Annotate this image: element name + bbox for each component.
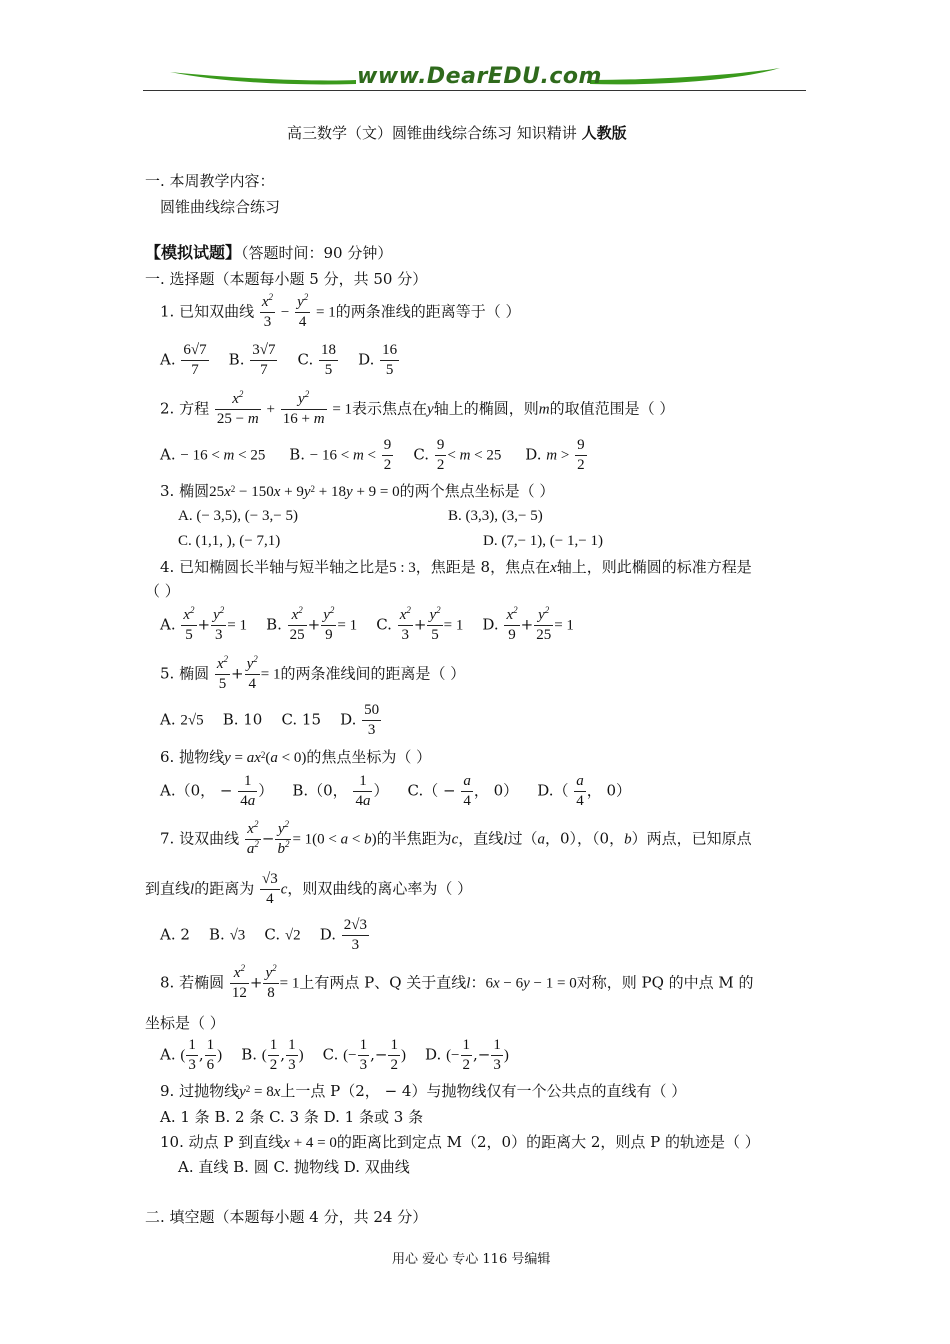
part1-heading: 一. 选择题（本题每小题 5 分，共 50 分） [145,270,428,288]
question-1-options: A. $\frac{6√7}{7}$ B. $\frac{3√7}{7}$ C. $\frac{18}{5}$ D. $\frac{16}{5}$ [160,342,398,378]
question-4: 4. 已知椭圆长半轴与短半轴之比是5 : 3，焦距是 8，焦点在x轴上，则此椭圆的标准方程是 [160,558,752,576]
question-6: 6. 抛物线$y = ax^2(a < 0)$的焦点坐标为（ ） [160,748,432,766]
question-9: 9. 过抛物线$y^2 = 8x$上一点 P（2， − 4）与抛物线仅有一个公共点的直线有（ ） [160,1082,687,1100]
question-1: 1. 已知双曲线 $\frac{x^2}{3}$ − $\frac{y^2}{4}$ = 1的两条准线的距离等于（ ） [160,292,521,330]
question-6-options: A.（0， − $\frac{1}{4a}$ ） B.（0， $\frac{1}{4a}$ ） C.（ − $\frac{a}{4}$ ， 0） D.（ $\frac{a}{4}$ ， 0） [160,773,632,809]
question-4-options: A. $\frac{x^2}{5}$ + $\frac{y^2}{3}$ = 1 B. $\frac{x^2}{25}$ + $\frac{y^2}{9}$ = 1 C. $\frac{x^2}{3}$ + $\frac{y^2}{5}$ = 1 D. $\frac{x^2}{9}$ + $\frac{y^2}{25}$ = 1 [160,605,574,643]
question-3-option-c: C. (1,1, ), (− 7,1) [178,533,281,549]
question-3-option-b: B. (3,3), (3,− 5) [448,508,543,524]
question-3-option-a: A. (− 3,5), (− 3,− 5) [178,508,298,524]
page-footer: 用心 爱心 专心 116 号编辑 [392,1252,551,1267]
header-divider [143,90,806,91]
question-8-options: A. ( $\frac{1}{3}$ , $\frac{1}{6}$ ) B. ( $\frac{1}{2}$ , $\frac{1}{3}$ ) C. (− $\frac{1}{3}$ ,− $\frac{1}{2}$ ) D. (− $\frac{1}{2}$ ,− $\frac{1}{3}$ ) [160,1037,509,1073]
section1-heading: 一. 本周教学内容： [145,172,275,190]
question-7-line2: 到直线l的距离为 $\frac{√3}{4}$ c，则双曲线的离心率为（ ） [145,871,473,907]
question-2-options: A. − 16 < m < 25 B. − 16 < m < $\frac{9}{2}$ C. $\frac{9}{2}$ < m < 25 D. m > $\frac{9}{2}$ [160,437,585,473]
question-10: 10. 动点 P 到直线x + 4 = 0的距离比到定点 M（2，0）的距离大 2，则点 P 的轨迹是（ ） [160,1133,760,1151]
exam-heading: 【模拟试题】（答题时间：90 分钟） [145,243,393,262]
question-3: 3. 椭圆$25x^2 - 150x + 9y^2 + 18y + 9 = 0$的两个焦点坐标是（ ） [160,482,555,500]
question-9-options: A. 1 条 B. 2 条 C. 3 条 D. 1 条或 3 条 [160,1108,424,1126]
question-5: 5. 椭圆 $\frac{x^2}{5}$ + $\frac{y^2}{4}$ = 1的两条准线间的距离是（ ） [160,654,466,692]
header-logo-text: www.DearEDU.com [357,64,602,89]
question-2: 2. 方程 $\frac{x^2}{25 - m}$ + $\frac{y^2}{16 + m}$ = 1表示焦点在y轴上的椭圆，则m的取值范围是（ ） [160,389,675,427]
page-title: 高三数学（文）圆锥曲线综合练习 知识精讲 人教版 [287,124,627,142]
question-7-options: A. 2 B. √3 C. √2 D. $\frac{2√3}{3}$ [160,917,367,953]
question-10-options: A. 直线 B. 圆 C. 抛物线 D. 双曲线 [178,1158,410,1176]
question-4-paren: （ ） [145,582,180,600]
question-8-line2: 坐标是（ ） [145,1014,225,1032]
question-8: 8. 若椭圆 $\frac{x^2}{12}$ + $\frac{y^2}{8}$ = 1上有两点 P、Q 关于直线l：6x − 6y − 1 = 0对称，则 PQ 的中点 M 的 [160,963,754,1001]
part2-heading: 二. 填空题（本题每小题 4 分，共 24 分） [145,1208,428,1226]
question-3-option-d: D. (7,− 1), (− 1,− 1) [483,533,603,549]
section1-content: 圆锥曲线综合练习 [160,198,281,216]
question-7: 7. 设双曲线 $\frac{x^2}{a^2}$ − $\frac{y^2}{b^2}$ = 1(0 < a < b)的半焦距为c，直线l过（a，0），（0，b）两点，已知原点 [160,819,752,857]
question-5-options: A. 2√5 B. 10 C. 15 D. $\frac{50}{3}$ [160,702,380,738]
